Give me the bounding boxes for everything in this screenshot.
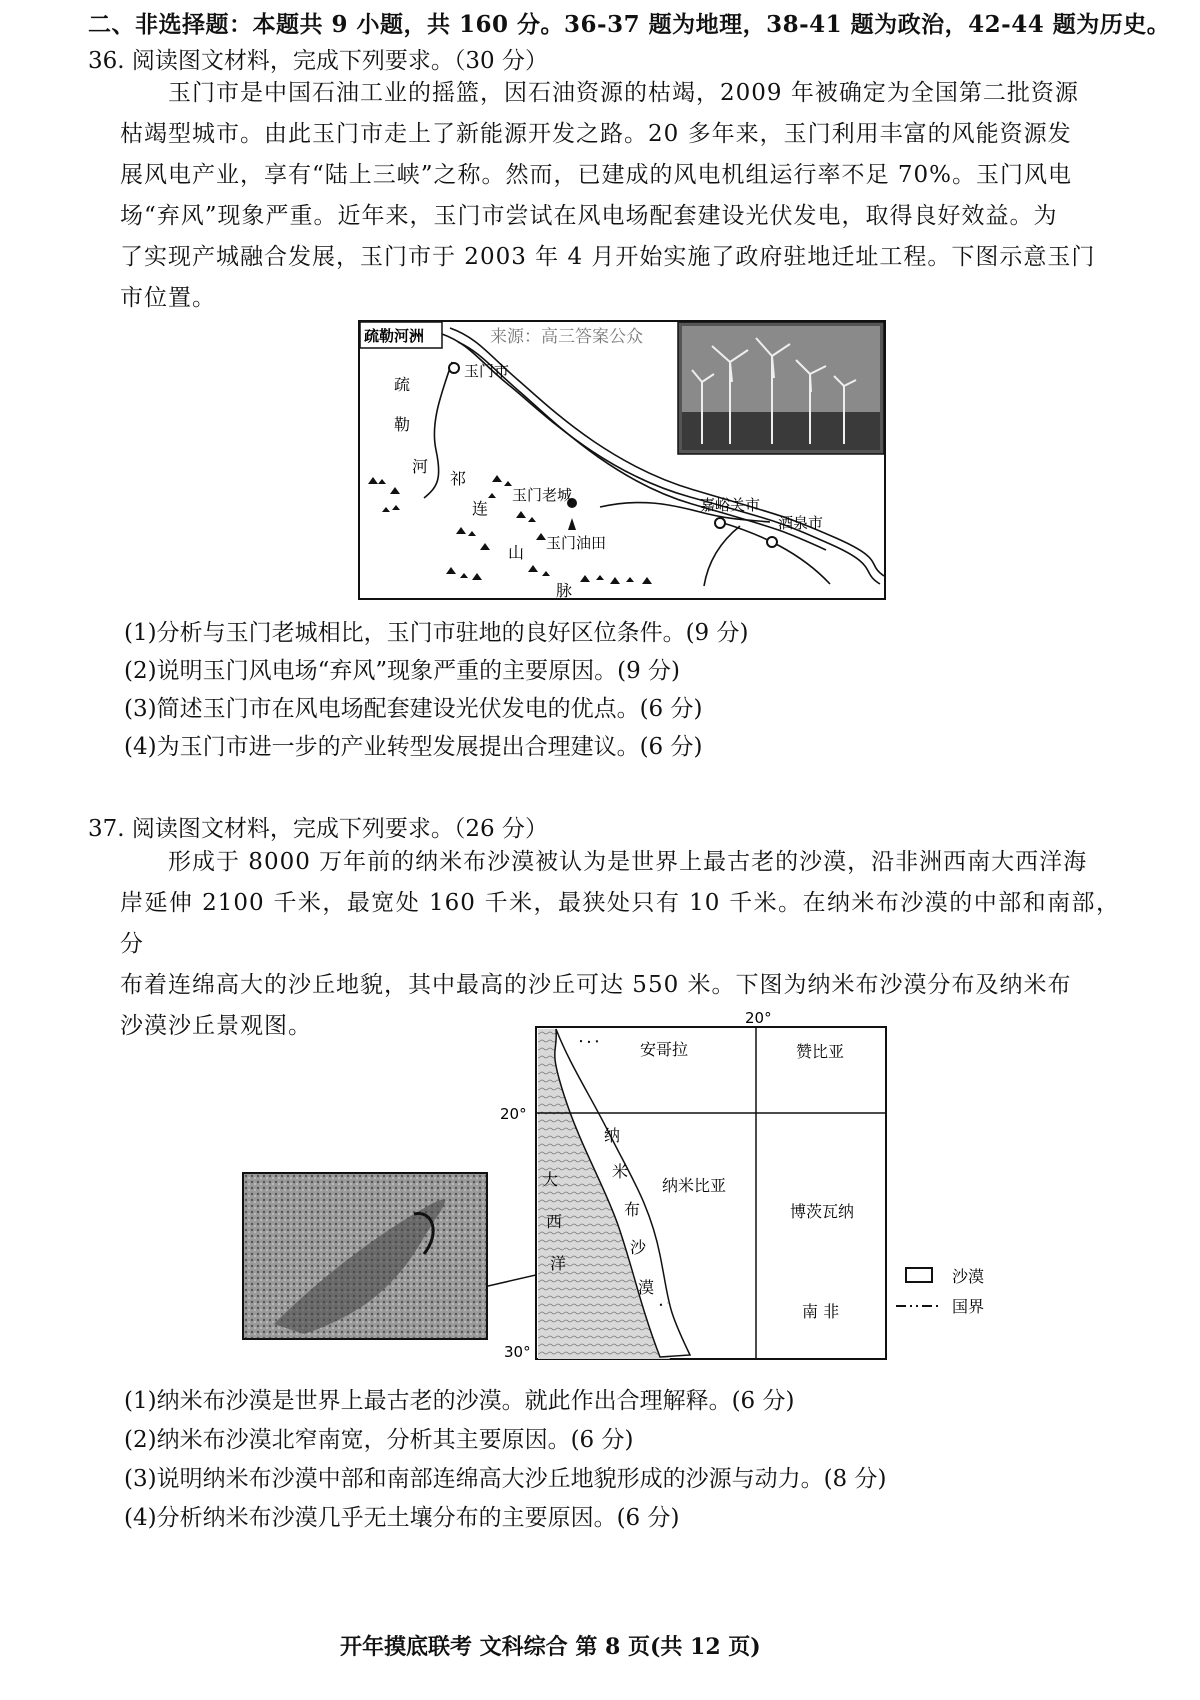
ocean-char-2: 西 — [546, 1212, 563, 1231]
namib-desert-map — [500, 1005, 890, 1365]
yumen-location-map — [358, 320, 886, 600]
ocean-char-3: 洋 — [550, 1254, 567, 1273]
river-char-3: 河 — [412, 457, 429, 476]
ocean-char-1: 大 — [542, 1170, 559, 1189]
desert-char-1: 纳 — [604, 1126, 621, 1145]
mountain-char-2: 连 — [472, 499, 489, 518]
q36-question-4: (4)为玉门市进一步的产业转型发展提出合理建议。(6 分) — [124, 734, 703, 760]
river-char-1: 疏 — [394, 375, 411, 394]
label-south-africa: 南 非 — [802, 1302, 840, 1321]
dune-landscape-photo — [242, 1172, 488, 1340]
desert-char-4: 沙 — [630, 1238, 647, 1257]
label-namibia: 纳米比亚 — [662, 1176, 727, 1195]
legend-border-label: 国界 — [952, 1297, 985, 1316]
desert-char-2: 米 — [612, 1162, 629, 1181]
desert-char-3: 布 — [624, 1200, 641, 1219]
label-yumen-city: 玉门市 — [464, 362, 510, 380]
shule-river — [424, 362, 452, 498]
q37-line-3: 布着连绵高大的沙丘地貌，其中最高的沙丘可达 550 米。下图为纳米布沙漠分布及纳米布 — [120, 972, 1072, 998]
label-angola: 安哥拉 — [640, 1040, 689, 1059]
legend-desert-swatch — [906, 1268, 932, 1282]
label-jiuquan: 酒泉市 — [778, 514, 824, 532]
corner-label: 疏勒河洲 — [364, 327, 425, 345]
q37-question-3: (3)说明纳米布沙漠中部和南部连绵高大沙丘地貌形成的沙源与动力。(8 分) — [124, 1466, 887, 1492]
label-jiayuguan: 嘉峪关市 — [700, 496, 761, 514]
jiuquan-marker — [767, 537, 777, 547]
q37-question-4: (4)分析纳米布沙漠几乎无土壤分布的主要原因。(6 分) — [124, 1505, 680, 1531]
legend-desert-label: 沙漠 — [952, 1267, 985, 1286]
q37-line-4: 沙漠沙丘景观图。 — [120, 1013, 312, 1039]
yumen-city-marker — [449, 363, 459, 373]
oilfield-marker — [568, 518, 576, 530]
page-footer: 开年摸底联考 文科综合 第 8 页(共 12 页) — [340, 1634, 761, 1660]
label-zambia: 赞比亚 — [796, 1042, 845, 1061]
lon-label: 20° — [745, 1009, 772, 1027]
q36-line-2: 枯竭型城市。由此玉门市走上了新能源开发之路。20 多年来，玉门利用丰富的风能资源发 — [120, 121, 1072, 147]
q37-line-2: 岸延伸 2100 千米，最宽处 160 千米，最狭处只有 10 千米。在纳米布沙漠的中部和南部，分 — [120, 890, 1120, 957]
legend-svg — [896, 1262, 1016, 1322]
q36-line-5: 了实现产城融合发展，玉门市于 2003 年 4 月开始实施了政府驻地迁址工程。下图示意玉门 — [120, 244, 1096, 270]
dune-photo-svg — [244, 1174, 486, 1338]
jiayuguan-marker — [715, 518, 725, 528]
q36-line-3: 展风电产业，享有“陆上三峡”之称。然而，已建成的风电机组运行率不足 70%。玉门风电 — [120, 162, 1072, 188]
q36-line-1: 玉门市是中国石油工业的摇篮，因石油资源的枯竭，2009 年被确定为全国第二批资源 — [168, 80, 1079, 106]
q36-line-4: 场“弃风”现象严重。近年来，玉门市尝试在风电场配套建设光伏发电，取得良好效益。为 — [120, 203, 1058, 229]
mountain-char-4: 脉 — [556, 581, 573, 598]
q37-question-1: (1)纳米布沙漠是世界上最古老的沙漠。就此作出合理解释。(6 分) — [124, 1388, 795, 1414]
river-char-2: 勒 — [394, 415, 411, 434]
q36-question-3: (3)简述玉门市在风电场配套建设光伏发电的优点。(6 分) — [124, 696, 703, 722]
map-legend — [896, 1262, 1016, 1322]
q37-question-2: (2)纳米布沙漠北窄南宽，分析其主要原因。(6 分) — [124, 1427, 634, 1453]
label-oldtown: 玉门老城 — [512, 486, 573, 504]
yumen-map-svg — [360, 322, 884, 598]
section-header: 二、非选择题：本题共 9 小题，共 160 分。36-37 题为地理，38-41 题为政治，42-44 题为历史。 — [88, 11, 1171, 38]
mountain-char-3: 山 — [508, 543, 525, 562]
namib-map-svg — [500, 1005, 890, 1365]
desert-char-5: 漠 — [638, 1278, 655, 1297]
q37-title: 37. 阅读图文材料，完成下列要求。（26 分） — [88, 816, 548, 842]
mountain-symbols — [368, 475, 652, 584]
label-botswana: 博茨瓦纳 — [790, 1202, 855, 1221]
q36-question-1: (1)分析与玉门老城相比，玉门市驻地的良好区位条件。(9 分) — [124, 620, 749, 646]
q36-question-2: (2)说明玉门风电场“弃风”现象严重的主要原因。(9 分) — [124, 658, 680, 684]
q37-line-1: 形成于 8000 万年前的纳米布沙漠被认为是世界上最古老的沙漠，沿非洲西南大西洋海 — [168, 849, 1088, 875]
q36-passage — [120, 73, 1120, 319]
lat-30-label: 30° — [504, 1343, 531, 1361]
q36-title: 36. 阅读图文材料，完成下列要求。（30 分） — [88, 48, 548, 74]
label-oilfield: 玉门油田 — [546, 534, 607, 552]
q36-line-6: 市位置。 — [120, 285, 216, 311]
mountain-char-1: 祁 — [450, 469, 467, 488]
lat-20-label: 20° — [500, 1105, 527, 1123]
watermark-text: 来源：高三答案公众 — [490, 327, 643, 347]
